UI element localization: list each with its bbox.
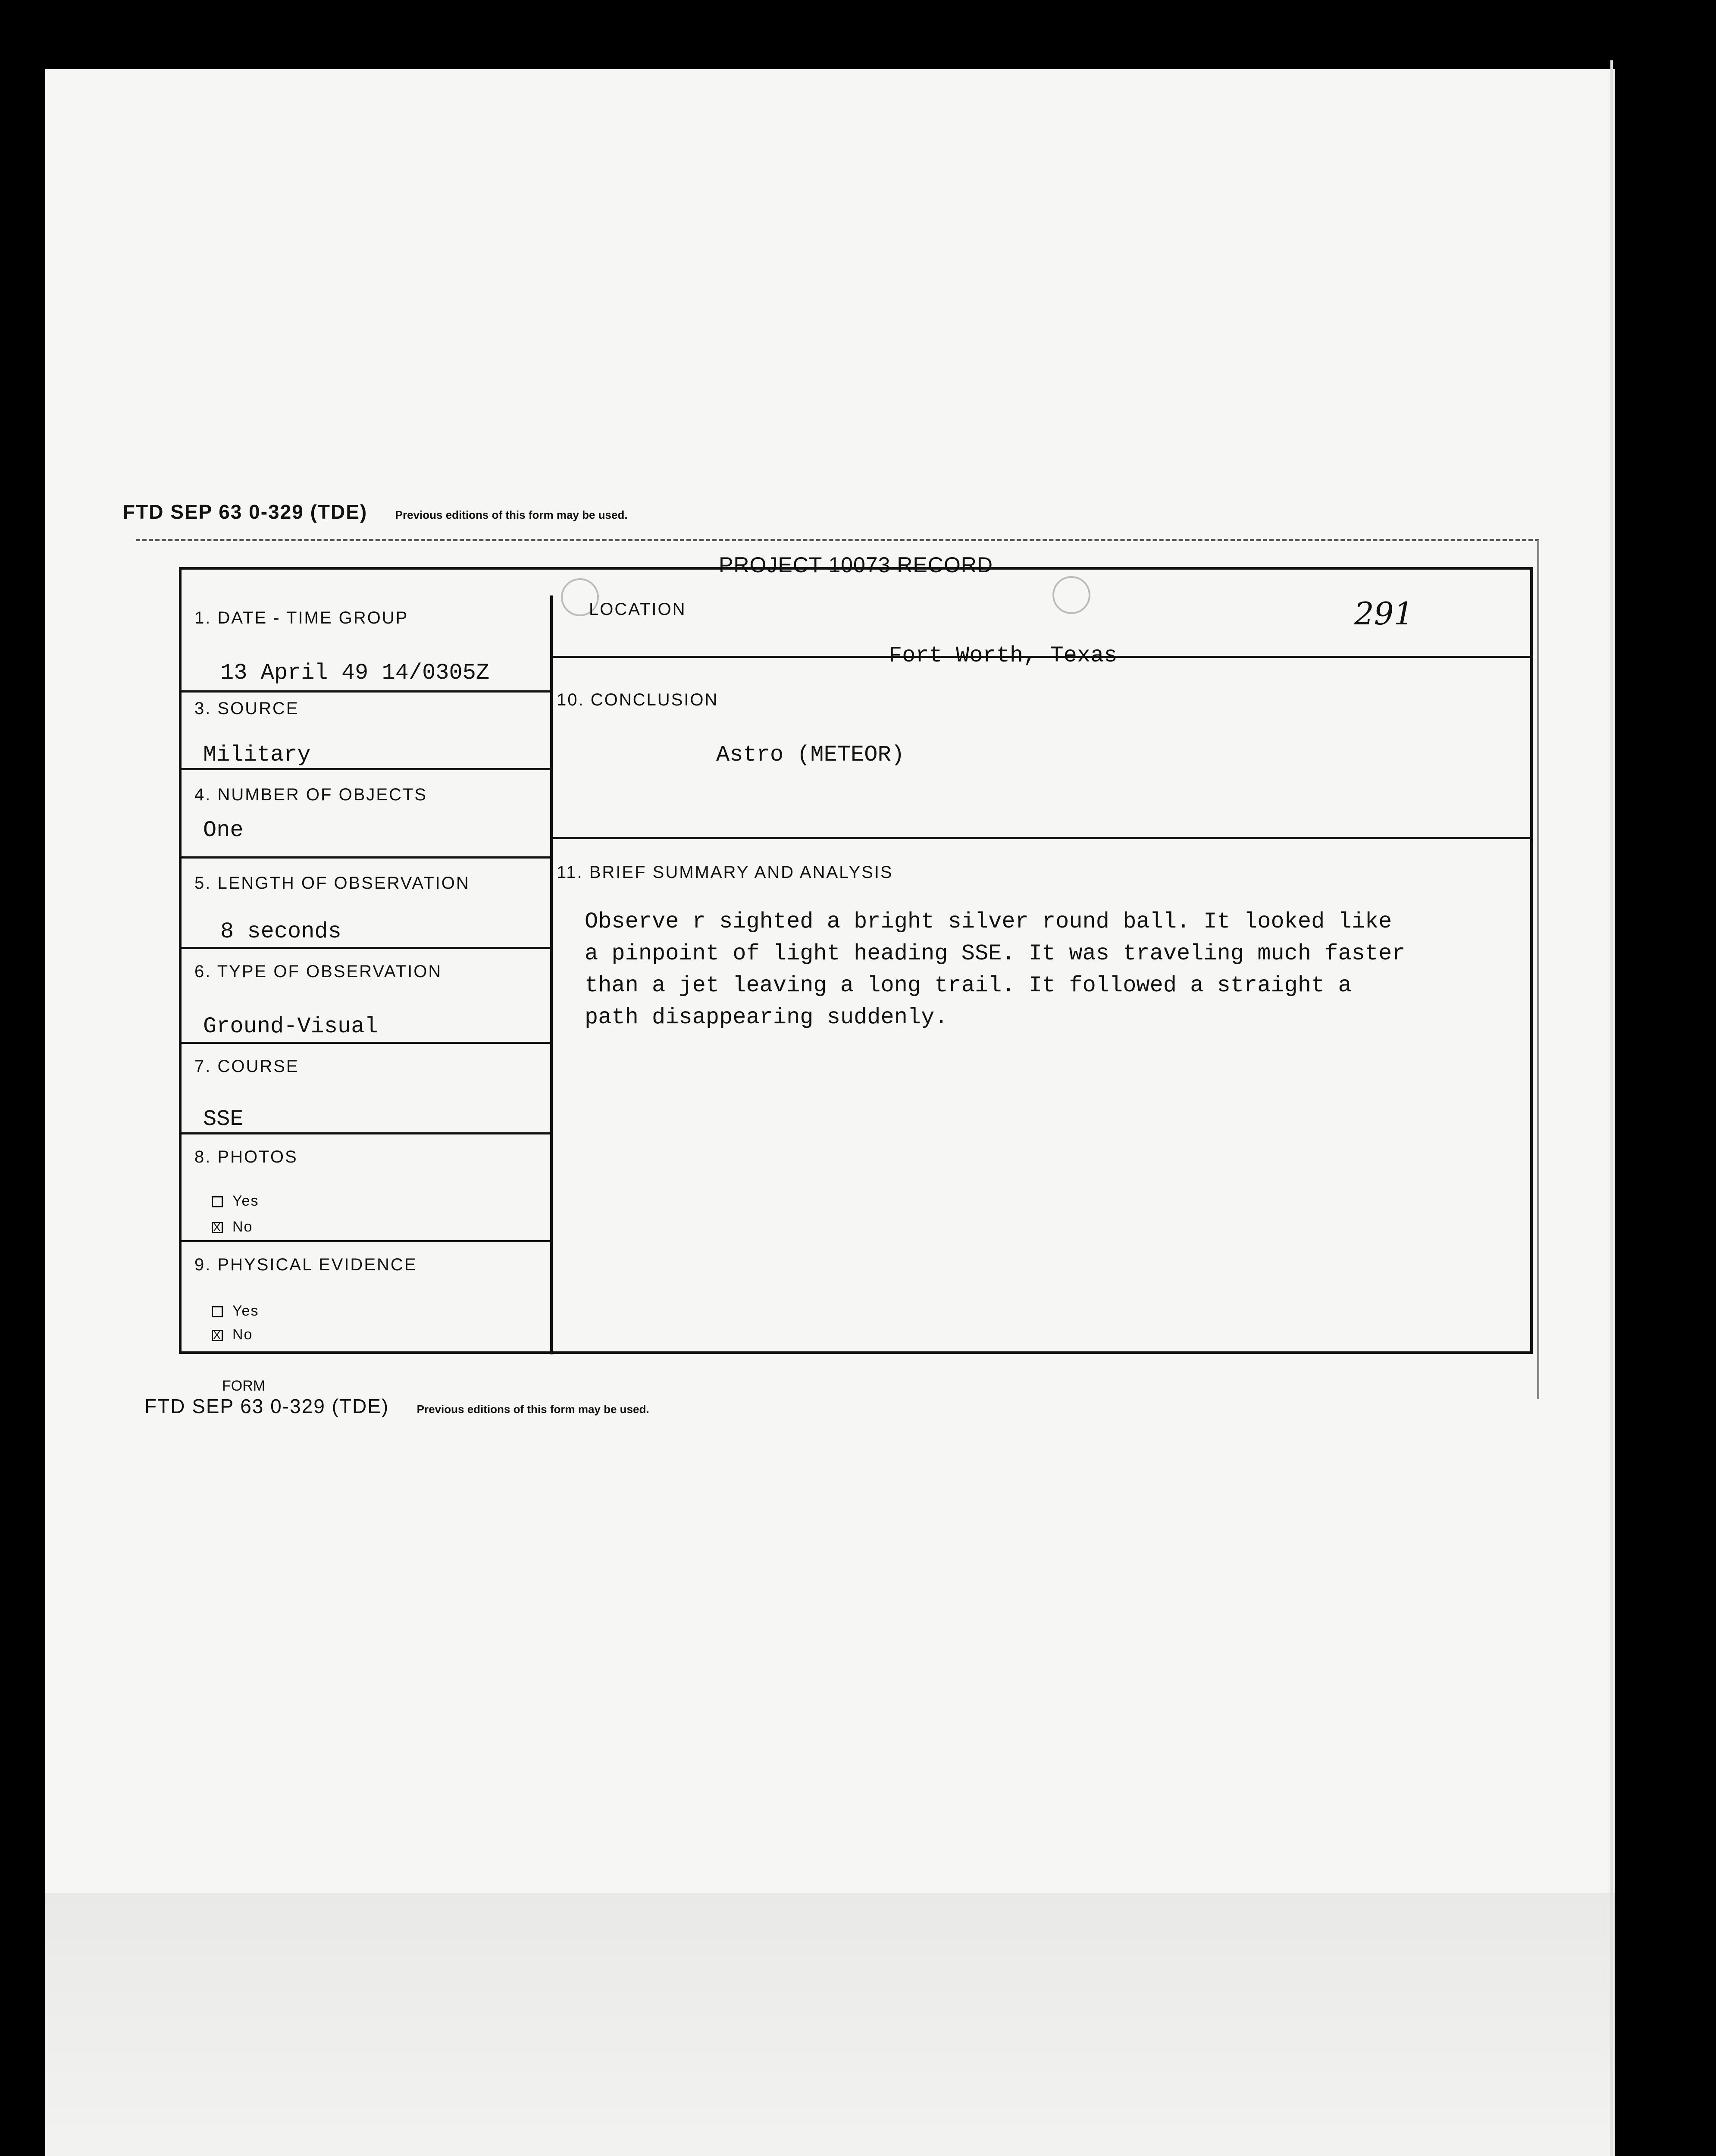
- form-header-top: [123, 500, 628, 523]
- photos-no-label: No: [232, 1219, 253, 1235]
- checked-box-icon: X: [212, 1222, 223, 1233]
- punch-hole: [1052, 576, 1090, 614]
- row-divider: [182, 1240, 550, 1242]
- photos-no: [212, 1219, 253, 1235]
- type-label: 6. TYPE OF OBSERVATION: [194, 962, 442, 981]
- photos-label: 8. PHOTOS: [194, 1147, 298, 1166]
- form-note-bottom: Previous editions of this form may be used.: [416, 1403, 649, 1416]
- date-time-label: 1. DATE - TIME GROUP: [194, 608, 409, 627]
- form-title: PROJECT 10073 RECORD: [719, 553, 993, 577]
- scan-edge: [1610, 60, 1613, 2156]
- source-label: 3. SOURCE: [194, 699, 299, 718]
- photos-yes: [212, 1193, 259, 1210]
- evidence-no: [212, 1326, 253, 1343]
- summary-line: path disappearing suddenly.: [585, 1005, 948, 1030]
- course-value: SSE: [203, 1106, 244, 1132]
- evidence-yes: [212, 1303, 259, 1319]
- length-label: 5. LENGTH OF OBSERVATION: [194, 874, 470, 893]
- checkbox-icon: [212, 1306, 223, 1317]
- row-divider: [182, 690, 550, 693]
- document-page: [45, 69, 1615, 2156]
- summary-line: a pinpoint of light heading SSE. It was traveling much faster: [585, 941, 1406, 966]
- summary-line: than a jet leaving a long trail. It followed a straight a: [585, 973, 1352, 998]
- location-value: Fort Worth, Texas: [889, 643, 1118, 668]
- location-label: LOCATION: [589, 600, 686, 619]
- checkbox-icon: [212, 1196, 223, 1207]
- source-value: Military: [203, 742, 311, 768]
- row-divider: [182, 856, 550, 859]
- row-divider: [182, 947, 550, 949]
- number-objects-label: 4. NUMBER OF OBJECTS: [194, 785, 428, 804]
- scan-shadow-band: [45, 1893, 1615, 2156]
- number-objects-value: One: [203, 818, 244, 843]
- row-divider: [182, 768, 550, 770]
- row-divider: [182, 1132, 550, 1134]
- length-value: 8 seconds: [220, 919, 341, 944]
- date-time-value: 13 April 49 14/0305Z: [220, 660, 490, 686]
- form-footer: [144, 1378, 649, 1418]
- row-divider: [182, 1042, 550, 1044]
- summary-line: Observe r sighted a bright silver round ball. It looked like: [585, 909, 1392, 934]
- row-divider: [550, 837, 1533, 839]
- handwritten-number: 291: [1354, 595, 1414, 632]
- checked-box-icon: X: [212, 1330, 223, 1341]
- summary-label: 11. BRIEF SUMMARY AND ANALYSIS: [557, 863, 893, 882]
- photos-yes-label: Yes: [232, 1193, 259, 1209]
- type-value: Ground-Visual: [203, 1014, 378, 1039]
- evidence-no-label: No: [232, 1326, 253, 1343]
- form-code-top: FTD SEP 63 0-329 (TDE): [123, 501, 368, 523]
- form-code-bottom: FTD SEP 63 0-329 (TDE): [144, 1395, 389, 1417]
- form-note-top: Previous editions of this form may be used.: [395, 508, 628, 521]
- summary-text: [585, 906, 1533, 1034]
- physical-evidence-label: 9. PHYSICAL EVIDENCE: [194, 1255, 417, 1274]
- record-form: [179, 553, 1533, 1354]
- conclusion-label: 10. CONCLUSION: [557, 690, 719, 709]
- course-label: 7. COURSE: [194, 1057, 299, 1076]
- column-divider: [550, 595, 553, 1354]
- conclusion-value: Astro (METEOR): [716, 742, 905, 768]
- evidence-yes-label: Yes: [232, 1303, 259, 1319]
- form-word: FORM: [222, 1378, 266, 1394]
